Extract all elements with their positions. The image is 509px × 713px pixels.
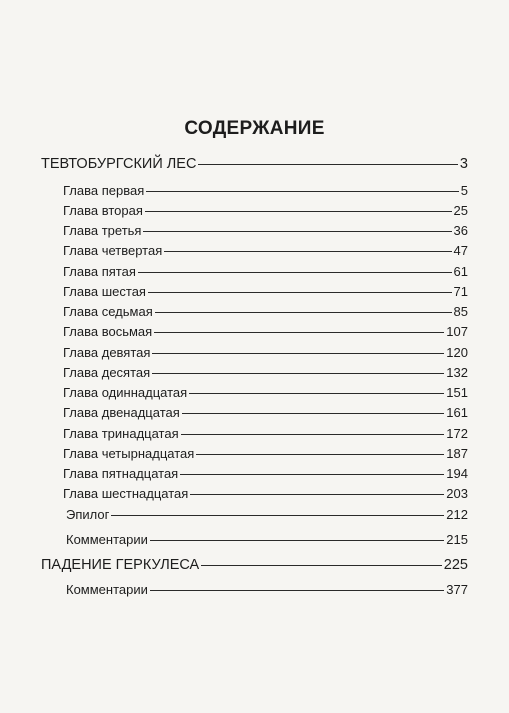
leader-line [180,474,444,475]
toc-entry-page: 132 [446,365,468,380]
toc-entry-label: Глава четырнадцатая [63,446,195,461]
leader-line [198,164,457,165]
toc-entry-label: Глава десятая [63,365,151,380]
toc-chapter-entry [63,444,468,464]
toc-entry-label: Глава четвертая [63,243,163,258]
toc-entry-page: 47 [453,243,468,258]
toc-entry-label: Глава восьмая [63,324,153,339]
toc-entry-page: 187 [446,446,468,461]
toc-entry-page: 203 [446,486,468,501]
leader-line [182,413,445,414]
toc-entry-page: 225 [443,557,468,573]
toc-entry-page: 36 [453,223,468,238]
leader-line [164,251,451,252]
leader-line [111,515,444,516]
toc-commentary-entry [66,530,468,550]
page-title: СОДЕРЖАНИЕ [184,118,325,139]
toc-chapter-entry [63,383,468,403]
leader-line [150,590,444,591]
toc-chapter-entry [63,424,468,444]
toc-entry-label: Глава пятая [63,264,136,279]
toc-chapter-entry [63,221,468,241]
toc-entry-label: Глава тринадцатая [63,426,179,441]
toc-entry-page: 85 [453,304,468,319]
toc-entry-page: 107 [446,324,468,339]
toc-entry-label: Глава шестнадцатая [63,486,189,501]
toc-entry-page: 172 [446,426,468,441]
toc-entry-label: Комментарии [66,532,148,547]
toc-chapter-entry [63,363,468,383]
toc-entry-label: Глава пятнадцатая [63,466,179,481]
leader-line [189,393,444,394]
toc-entry-label: Глава одиннадцатая [63,385,188,400]
toc-chapter-entry [63,464,468,484]
leader-line [196,454,444,455]
toc-part-entry [41,154,468,174]
toc-entry-page: 377 [446,582,468,597]
toc-commentary-entry [66,580,468,600]
toc-entry-label: Глава седьмая [63,304,153,319]
leader-line [143,231,451,232]
toc-entry-page: 61 [453,264,468,279]
leader-line [148,292,452,293]
leader-line [190,494,444,495]
leader-line [146,191,459,192]
toc-entry-label: ПАДЕНИЕ ГЕРКУЛЕСА [41,557,200,573]
toc-chapter-entry [63,322,468,342]
toc-chapter-entry [63,484,468,504]
leader-line [150,540,444,541]
leader-line [138,272,452,273]
toc-chapter-entry [63,403,468,423]
toc-entry-page: 151 [446,385,468,400]
toc-entry-page: 3 [459,156,468,172]
toc-chapter-entry [63,262,468,282]
toc-entry-page: 215 [446,532,468,547]
toc-entry-page: 25 [453,203,468,218]
toc-entry-label: Эпилог [66,507,110,522]
toc-entry-page: 212 [446,507,468,522]
toc-chapter-entry [63,343,468,363]
leader-line [154,332,444,333]
toc-entry-page: 161 [446,405,468,420]
toc-entry-label: Глава вторая [63,203,143,218]
leader-line [201,565,442,566]
leader-line [152,373,444,374]
leader-line [145,211,452,212]
toc-entry-label: Глава первая [63,183,145,198]
leader-line [155,312,452,313]
toc-part-entry [41,555,468,575]
toc-entry-label: Глава шестая [63,284,146,299]
toc-entry-label: Глава двенадцатая [63,405,180,420]
toc-entry-label: Комментарии [66,582,148,597]
toc-entry-label: Глава девятая [63,345,151,360]
toc-chapter-entry [63,181,468,201]
toc-chapter-entry [63,241,468,261]
toc-chapter-entry [66,505,468,525]
toc-chapter-entry [63,201,468,221]
toc-chapter-entry [63,282,468,302]
toc-chapter-entry [63,302,468,322]
leader-line [181,434,445,435]
toc-entry-page: 5 [460,183,468,198]
toc-entry-label: Глава третья [63,223,142,238]
toc-entry-label: ТЕВТОБУРГСКИЙ ЛЕС [41,156,197,172]
leader-line [152,353,444,354]
toc-entry-page: 71 [453,284,468,299]
toc-entry-page: 194 [446,466,468,481]
toc-entry-page: 120 [446,345,468,360]
